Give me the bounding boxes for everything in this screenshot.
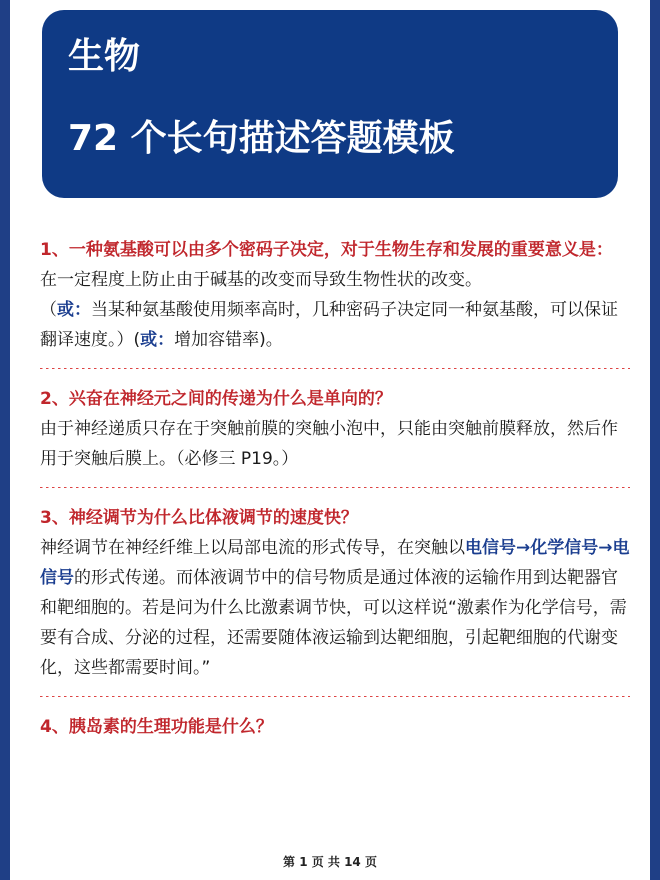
left-border bbox=[0, 0, 10, 880]
answer-1-alt-text: 当某种氨基酸使用频率高时，几种密码子决定同一种氨基酸，可以保证翻译速度。）( bbox=[40, 300, 618, 350]
divider bbox=[40, 368, 630, 369]
answer-1-alternatives bbox=[40, 295, 630, 355]
question-4: 4、胰岛素的生理功能是什么？ bbox=[40, 717, 273, 737]
qa-item-2 bbox=[40, 384, 630, 474]
paren-open: （ bbox=[40, 300, 57, 320]
answer-1-main: 在一定程度上防止由于碱基的改变而导致生物性状的改变。 bbox=[40, 270, 482, 290]
answer-2: 由于神经递质只存在于突触前膜的突触小泡中，只能由突触前膜释放，然后作用于突触后膜上。（必修三 P19。） bbox=[40, 419, 618, 469]
title-main: 72 个长句描述答题模板 bbox=[68, 118, 455, 159]
right-border bbox=[650, 0, 660, 880]
page-footer: 第 1 页 共 14 页 bbox=[283, 855, 377, 869]
qa-item-1 bbox=[40, 235, 630, 355]
content-area bbox=[40, 235, 630, 742]
signal-chain-highlight: 电信号→化学信号→电信号 bbox=[40, 538, 630, 588]
or-label: 或： bbox=[57, 300, 91, 320]
answer-1-alt-end: 增加容错率)。 bbox=[174, 330, 283, 350]
question-1: 1、一种氨基酸可以由多个密码子决定，对于生物生存和发展的重要意义是： bbox=[40, 240, 613, 260]
answer-3 bbox=[40, 533, 630, 683]
or-label: 或： bbox=[140, 330, 175, 350]
question-2: 2、兴奋在神经元之间的传递为什么是单向的？ bbox=[40, 389, 392, 409]
divider bbox=[40, 487, 630, 488]
title-banner bbox=[42, 10, 618, 198]
answer-3-start: 神经调节在神经纤维上以局部电流的形式传导，在突触以 bbox=[40, 538, 465, 558]
question-3: 3、神经调节为什么比体液调节的速度快？ bbox=[40, 508, 358, 528]
title-subject: 生物 bbox=[68, 36, 141, 77]
divider bbox=[40, 696, 630, 697]
qa-item-3 bbox=[40, 503, 630, 683]
qa-item-4 bbox=[40, 712, 630, 742]
answer-3-end: 的形式传递。而体液调节中的信号物质是通过体液的运输作用到达靶器官和靶细胞的。若是问为什么比激素调节快，可以这样说“激素作为化学信号，需要有合成、分泌的过程，还需要随体液运输到达靶细胞，引起靶细胞的代谢变化，这些都需要时间。” bbox=[40, 568, 627, 678]
